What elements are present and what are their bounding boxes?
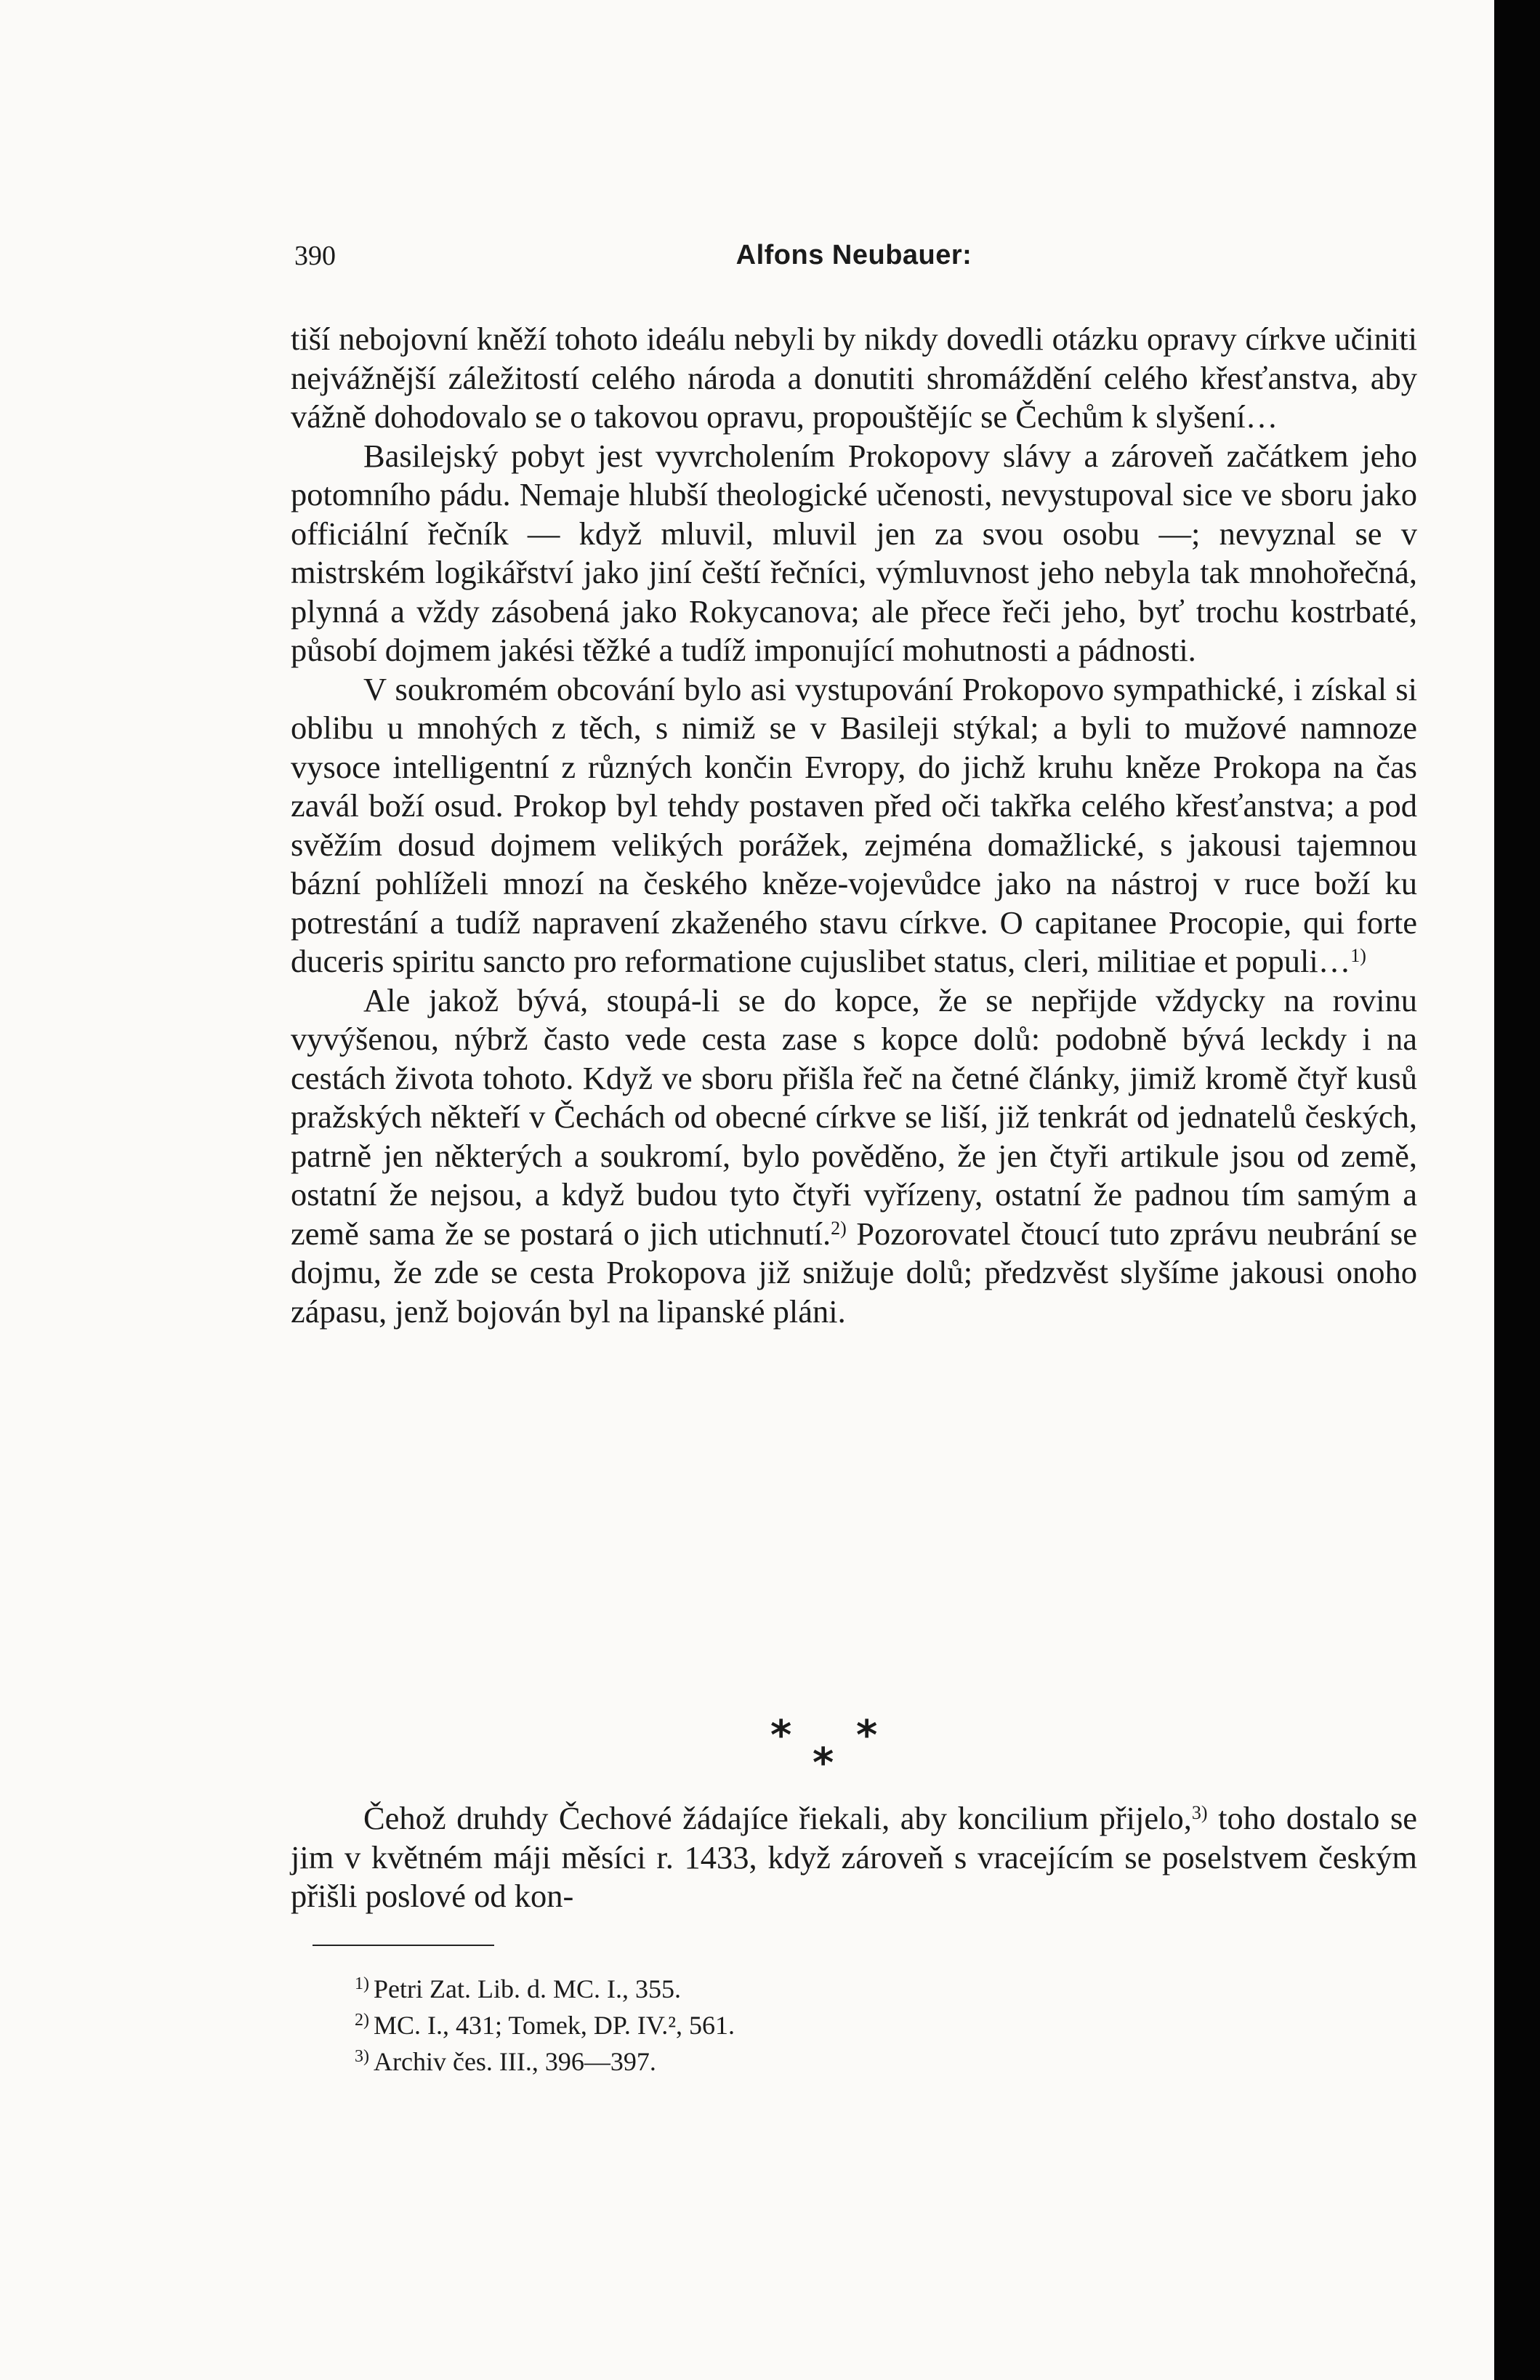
running-title: Alfons Neubauer:	[735, 240, 972, 270]
footnote-2: $^{2)}$ MC. I., 431; Tomek, DP. IV.², 561.	[355, 2011, 735, 2040]
footnote-ref-2: 2)	[831, 1217, 847, 1239]
footnote-divider	[313, 1945, 494, 1946]
asterisk: *	[856, 1712, 878, 1759]
footnote-ref-1: 1)	[1350, 945, 1366, 966]
paragraph: V soukromém obcování bylo asi vystupování Prokopovo sympathické, i získal si oblibu u mnohých z těch, s nimiž se v Basileji stýkal; a byli to mužové namnoze vysoce intelligentní z různých končin Evropy, do jichž kruhu kněze Prokopa na čas zavál boží osud. Prokop byl tehdy postaven před oči takřka celého křesťanstva; a pod svěžím dosud dojmem velikých porážek, zejména domažlické, s jakousi tajemnou bázní pohlíželi mnozí na českého kněze-vojevůdce jako na nástroj v ruce boží ku potrestání a tudíž napravení zkaženého stavu církve. O capitanee Procopie, qui forte duceris spiritu sancto pro reformatione cujuslibet status, cleri, militiae et populi…$^{1)}$	[291, 670, 1417, 979]
main-text	[291, 320, 1417, 1331]
footnotes	[355, 1969, 1227, 2078]
paragraph-continued: tiší nebojovní kněží tohoto ideálu nebyli by nikdy dovedli otázku opravy církve učiniti nejvážnější záležitostí celého národa a donutiti shromáždění celého křesťanstva, aby vážně dohodovalo se o takovou opravu, propouštějíc se Čechům k slyšení…	[291, 321, 1417, 435]
paragraph: Čehož druhdy Čechové žádajíce řiekali, aby koncilium přijelo,$^{3)}$ toho dostalo se jim v květném máji měsíci r. 1433, když zároveň s vracejícím se poselstvem českým přišli poslové od kon-	[291, 1800, 1418, 1914]
footnote-3: $^{3)}$ Archiv čes. III., 396—397.	[355, 2047, 656, 2076]
footnote-1: $^{1)}$ Petri Zat. Lib. d. MC. I., 355.	[355, 1974, 681, 2003]
paragraph: Ale jakož bývá, stoupá-li se do kopce, že se nepřijde vždycky na rovinu vyvýšenou, nýbrž často vede cesta zase s kopce dolů: podobně bývá leckdy i na cestách života tohoto. Když ve sboru přišla řeč na četné články, jimiž kromě čtyř kusů pražských někteří v Čechách od obecné církve se liší, již tenkrát od jednatelů českých, patrně jen některých a soukromí, bylo pověděno, že jen čtyři artikule jsou od země, ostatní že nejsou, a když budou tyto čtyři vyřízeny, ostatní že padnou tím samým a země sama že se postará o jich utichnutí.$^{2)}$ Pozorovatel čtoucí tuto zprávu neubrání se dojmu, že zde se cesta Prokopova již snižuje dolů; předzvěst slyšíme jakousi onoho zápasu, jenž bojován byl na lipanské pláni.	[291, 981, 1417, 1330]
page-header	[294, 240, 1414, 284]
footnote-ref-3: 3)	[1191, 1802, 1208, 1823]
paragraph: Basilejský pobyt jest vyvrcholením Prokopovy slávy a zároveň začátkem jeho potomního pádu. Nemaje hlubší theologické učenosti, nevystupoval sice ve sboru jako officiální řečník — když mluvil, mluvil jen za svou osobu —; nevyznal se v mistrském logikářství jako jiní čeští řečníci, výmluvnost jeho nebyla tak mnohořečná, plynná a vždy zásobená jako Rokycanova; ale přece řeči jeho, byť trochu kostrbaté, působí dojmem jakési těžké a tudíž imponující mohutnosti a pádnosti.	[291, 437, 1417, 668]
asterisk: *	[770, 1712, 792, 1759]
main-text-continued	[291, 1799, 1417, 1916]
section-break-asterisks	[727, 1712, 945, 1799]
asterisk: *	[813, 1740, 834, 1787]
scan-border	[1494, 0, 1540, 2380]
page-number: 390	[294, 241, 336, 271]
